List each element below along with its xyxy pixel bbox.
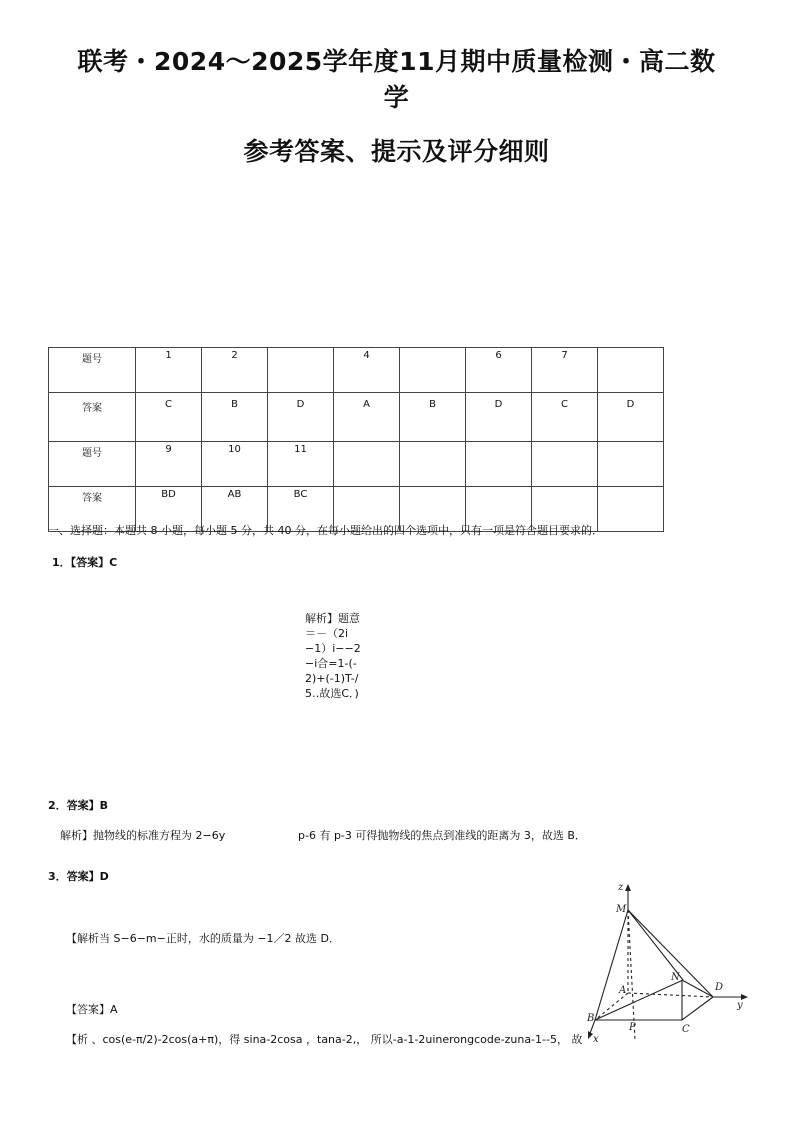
q2-analysis-part-b: p-6 有 p-3 可得抛物线的焦点到准线的距离为 3，故选 B． [298,829,586,842]
edge-MN [628,910,683,980]
table-cell: D [268,393,334,442]
table-cell [334,442,400,487]
table-cell: D [466,393,532,442]
table-cell: 2 [202,348,268,393]
table-cell: D [598,393,664,442]
q4-analysis: 【析 、cos(e-π/2)-2cos(a+π)，得 sina-2cosa ，tana-2,， 所以-a-1-2uinerongcode-zuna-1--5， 故 [66,1033,583,1046]
table-row [49,442,664,487]
label-z: z [618,882,624,893]
table-cell: 6 [466,348,532,393]
table-cell [400,348,466,393]
table-cell [268,348,334,393]
q3-answer: 3．答案】D [48,870,109,883]
edge-AD [628,993,713,997]
title-line-1: 联考・2024～2025学年度11月期中质量检测・高二数 [77,47,716,76]
table-cell [598,442,664,487]
label-C: C [682,1024,690,1035]
table-cell [532,442,598,487]
row-label: 答案 [49,487,136,532]
edge-CD [682,997,713,1020]
table-cell: 7 [532,348,598,393]
table-cell: 10 [202,442,268,487]
title-line-1-wrap: 学 [383,83,410,112]
q1-analysis: 解析】题意＝－（2i−1）i−−2−i合=1-(-2)+(-1)T-/5‥故选C．) [305,612,361,700]
table-cell [400,442,466,487]
table-cell: B [202,393,268,442]
edge-ND [682,980,713,997]
table-cell: 9 [136,442,202,487]
row-label: 题号 [49,348,136,393]
q2-analysis-part-a: 解析】抛物线的标准方程为 2−6y [60,829,226,842]
label-M: M [616,904,627,915]
row-label: 题号 [49,442,136,487]
table-cell: B [400,393,466,442]
label-A: A [619,985,627,996]
table-cell: C [532,393,598,442]
label-y: y [737,1000,743,1011]
table-cell: A [334,393,400,442]
table-cell: 4 [334,348,400,393]
table-cell: 1 [136,348,202,393]
page-title [60,44,733,116]
page-subtitle: 参考答案、提示及评分细则 [243,137,550,166]
section-intro: 一、选择题：本题共 8 小题，每小题 5 分，共 40 分，在每小题给出的四个选项中，只有一项是符合题目要求的． [48,524,603,537]
label-P: P [629,1022,636,1033]
edge-AB [595,993,628,1020]
table-cell: BD [136,487,202,532]
edge-MD [628,910,713,997]
label-N: N [671,972,680,983]
q4-answer: 【答案】A [66,1003,118,1016]
edge-MB [595,910,628,1020]
q3-analysis: 【解析当 S−6−m−正时，水的质量为 −1／2 故选 D． [66,932,341,945]
table-cell: C [136,393,202,442]
table-cell: 11 [268,442,334,487]
label-D: D [715,982,724,993]
table-cell: BC [268,487,334,532]
table-cell [598,487,664,532]
edge-BN [595,980,683,1020]
table-cell [598,348,664,393]
table-row [49,348,664,393]
table-row [49,393,664,442]
q2-answer: 2．答案】B [48,799,109,812]
row-label: 答案 [49,393,136,442]
geometry-figure [585,880,755,1045]
q1-answer: 1．【答案】C [52,556,118,569]
answer-table [48,347,664,532]
table-cell [466,442,532,487]
table-cell: AB [202,487,268,532]
z-arrow-icon [625,884,631,891]
label-B: B [587,1013,595,1024]
label-x: x [593,1034,599,1045]
